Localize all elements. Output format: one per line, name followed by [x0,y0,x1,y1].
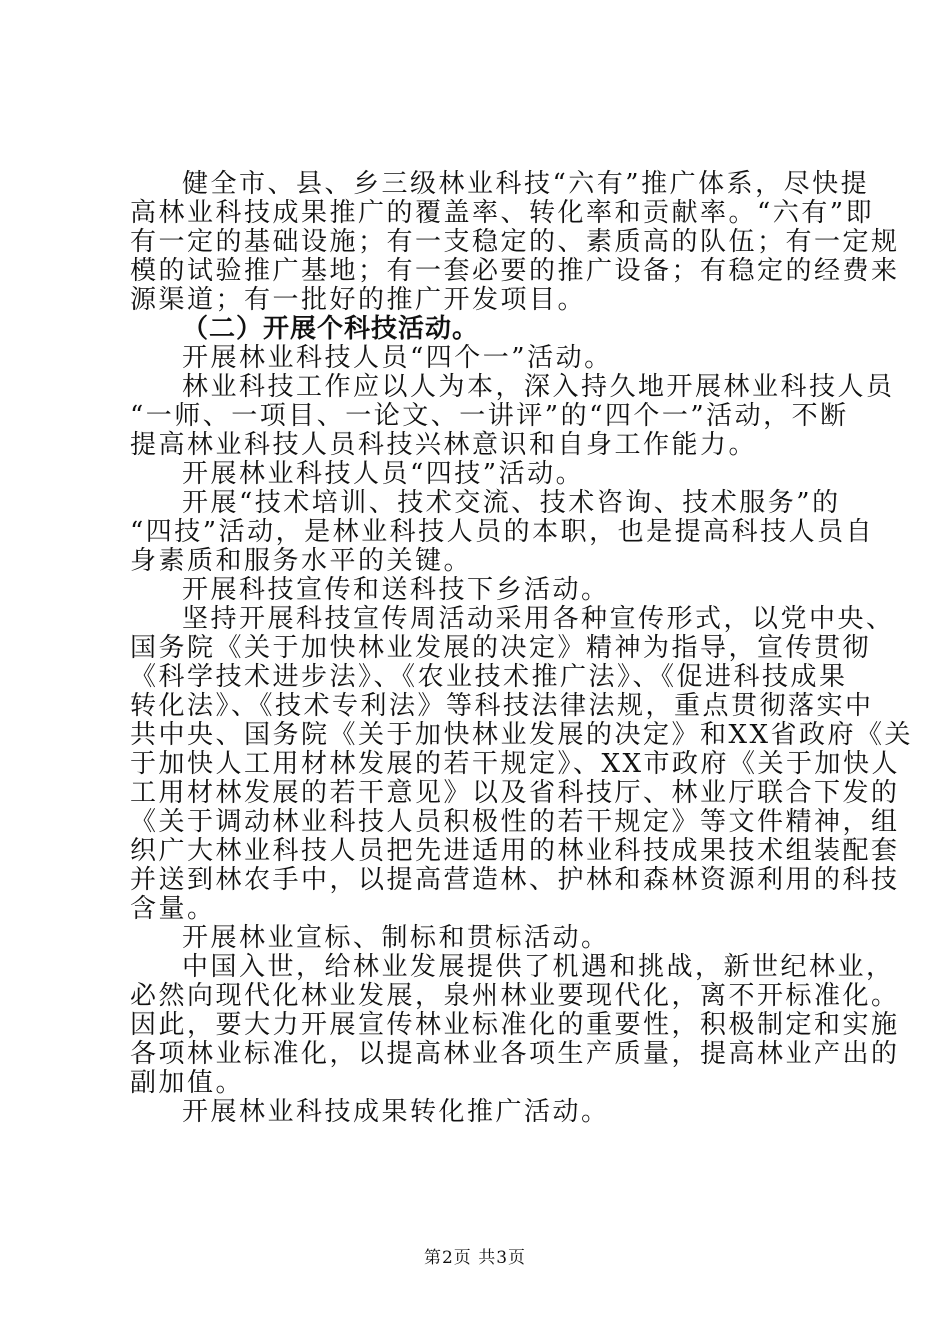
text-line: 于加快人工用材林发展的若干规定》、XX市政府《关于加快人 [130,749,901,779]
text-line: 副加值。 [130,1068,245,1098]
text-line: “四技”活动，是林业科技人员的本职，也是提高科技人员自 [130,517,875,547]
text-line: 开展林业宣标、制标和贯标活动。 [182,923,610,953]
text-line: 工用材林发展的若干意见》以及省科技厅、林业厅联合下发的 [130,778,900,808]
text-line: 中国入世，给林业发展提供了机遇和挑战，新世纪林业， [182,952,895,982]
text-line: 国务院《关于加快林业发展的决定》精神为指导，宣传贯彻 [130,633,872,663]
text-line: 提高林业科技人员科技兴林意识和自身工作能力。 [130,430,758,460]
text-line: 《关于调动林业科技人员积极性的若干规定》等文件精神，组 [130,807,900,837]
text-line: 模的试验推广基地；有一套必要的推广设备；有稳定的经费来 [130,256,900,286]
document-body [130,169,914,1127]
text-line: 织广大林业科技人员把先进适用的林业科技成果技术组装配套 [130,836,900,866]
text-line: 共中央、国务院《关于加快林业发展的决定》和XX省政府《关 [130,720,914,750]
text-line: 源渠道；有一批好的推广开发项目。 [130,285,587,315]
text-line: 开展林业科技成果转化推广活动。 [182,1097,610,1127]
text-line: 因此，要大力开展宣传林业标准化的重要性，积极制定和实施 [130,1010,900,1040]
text-line: 开展林业科技人员“四技”活动。 [182,459,585,489]
text-line: 各项林业标准化，以提高林业各项生产质量，提高林业产出的 [130,1039,900,1069]
text-line: 健全市、县、乡三级林业科技“六有”推广体系，尽快提 [182,169,870,199]
text-line: “一师、一项目、一论文、一讲评”的“四个一”活动，不断 [130,401,849,431]
text-line: 身素质和服务水平的关键。 [130,546,473,576]
text-line: 必然向现代化林业发展，泉州林业要现代化，离不开标准化。 [130,981,900,1011]
text-line: 含量。 [130,894,216,924]
text-line: 开展林业科技人员“四个一”活动。 [182,343,613,373]
text-line: 有一定的基础设施；有一支稳定的、素质高的队伍；有一定规 [130,227,900,257]
text-line: 并送到林农手中，以提高营造林、护林和森林资源利用的科技 [130,865,900,895]
text-line: 开展“技术培训、技术交流、技术咨询、技术服务”的 [182,488,841,518]
text-line: 高林业科技成果推广的覆盖率、转化率和贡献率。“六有”即 [130,198,875,228]
text-line: 坚持开展科技宣传周活动采用各种宣传形式，以党中央、 [182,604,895,634]
page-number-footer: 第2页 共3页 [423,1248,527,1268]
section-heading: （二）开展个科技活动。 [182,314,480,344]
text-line: 林业科技工作应以人为本，深入持久地开展林业科技人员 [182,372,895,402]
text-line: 开展科技宣传和送科技下乡活动。 [182,575,610,605]
text-line: 转化法》、《技术专利法》等科技法律法规，重点贯彻落实中 [130,691,874,721]
text-line: 《科学技术进步法》、《农业技术推广法》、《促进科技成果 [130,662,848,692]
